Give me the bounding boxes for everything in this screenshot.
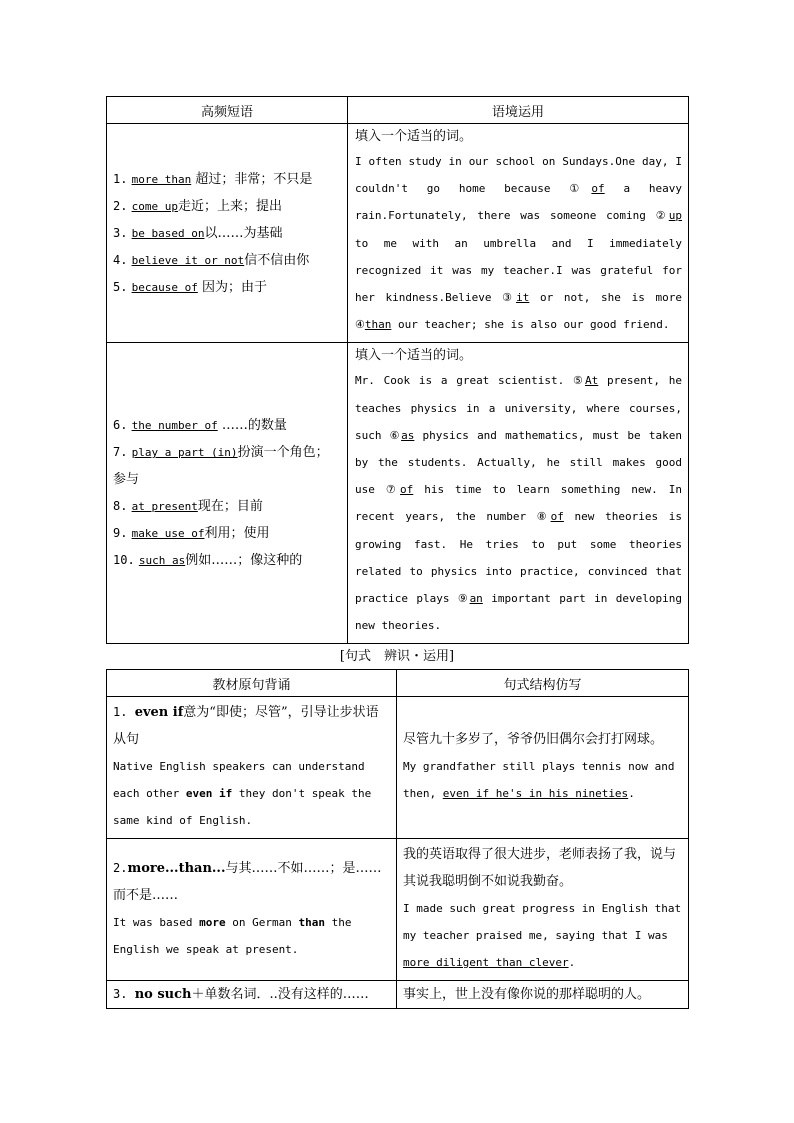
original-cell-2 <box>107 839 397 981</box>
phrases-row-2 <box>107 343 689 644</box>
phrase-item: 7. play a part (in)扮演一个角色；参与 <box>113 445 329 488</box>
imitation-cell-3 <box>397 981 689 1009</box>
phrase-item: 8. at present现在；目前 <box>113 499 263 515</box>
sentence-row-3 <box>107 981 689 1009</box>
answer-2: up <box>668 209 682 223</box>
pattern-explanation: 2.more...than...与其……不如……；是……而不是…… <box>113 860 382 903</box>
chinese-prompt: 尽管九十多岁了，爷爷仍旧偶尔会打打网球。 <box>403 732 664 747</box>
imitation-sentence: My grandfather still plays tennis now and then, even if he's in his nineties. <box>403 760 675 800</box>
original-cell-3 <box>107 981 397 1009</box>
section-title: [句式 辨识・运用] <box>339 649 455 664</box>
answer-9: an <box>469 592 483 606</box>
sentence-table <box>106 669 689 1009</box>
imitation-answer: more diligent than clever <box>403 956 569 969</box>
imitation-cell-1 <box>397 697 689 839</box>
context-cell-2 <box>348 343 689 644</box>
header-imitation: 句式结构仿写 <box>397 670 689 697</box>
phrase-list-2 <box>107 343 348 644</box>
passage-2: Mr. Cook is a great scientist. ⑤At present, he teaches physics in a university, where courses, such ⑥as physics and mathematics, must be taken by the students. Actually, he still makes good use ⑦of his time to learn something new. In recent years, the number ⑧of new theories is growing fast. He tries to put some theories related to physics into practice, convinced that practice plays ⑨an important part in developing new theories. <box>355 374 682 633</box>
chinese-prompt: 我的英语取得了很大进步，老师表扬了我，说与其说我聪明倒不如说我勤奋。 <box>403 847 677 889</box>
phrase-item: 5. because of 因为；由于 <box>113 279 267 295</box>
answer-5: At <box>585 374 599 388</box>
phrase-item: 9. make use of利用；使用 <box>113 526 270 542</box>
sentence-row-2 <box>107 839 689 981</box>
chinese-prompt: 事实上，世上没有像你说的那样聪明的人。 <box>403 987 651 1002</box>
header-context: 语境运用 <box>348 97 689 124</box>
phrase-item: 2. come up走近；上来；提出 <box>113 198 282 214</box>
original-cell-1 <box>107 697 397 839</box>
imitation-cell-2 <box>397 839 689 981</box>
phrase-list-1 <box>107 124 348 343</box>
answer-7: of <box>400 483 414 497</box>
sentence-table-header <box>107 670 689 697</box>
answer-3: it <box>516 291 530 305</box>
pattern-explanation: 3. no such＋单数名词．..没有这样的…… <box>113 987 369 1002</box>
pattern-explanation: 1. even if意为“即使；尽管”，引导让步状语从句 <box>113 705 379 747</box>
header-original-sentence: 教材原句背诵 <box>107 670 397 697</box>
imitation-answer: even if he's in his nineties <box>442 787 629 800</box>
passage-1: I often study in our school on Sundays.One day, I couldn't go home because ①of a heavy rain.Fortunately, there was someone coming ②up to me with an umbrella and I immediately recognized it was my teacher.I was grateful for her kindness.Believe ③it or not, she is more ④than our teacher; she is also our good friend. <box>355 155 682 332</box>
instruction: 填入一个适当的词。 <box>355 348 473 364</box>
phrase-item: 6. the number of ……的数量 <box>113 418 287 434</box>
original-sentence: Native English speakers can understand each other even if they don't speak the same kind of English. <box>113 760 372 827</box>
phrases-table-header <box>107 97 689 124</box>
phrases-table <box>106 96 689 644</box>
answer-1: of <box>591 182 605 196</box>
imitation-sentence: I made such great progress in English that my teacher praised me, saying that I was more diligent than clever. <box>403 902 682 969</box>
sentence-row-1 <box>107 697 689 839</box>
phrase-item: 3. be based on以……为基础 <box>113 225 283 241</box>
phrase-item: 10. such as例如……；像这种的 <box>113 553 303 569</box>
phrases-row-1 <box>107 124 689 343</box>
answer-8: of <box>550 510 564 524</box>
header-phrases: 高频短语 <box>107 97 348 124</box>
original-sentence: It was based more on German than the English we speak at present. <box>113 915 352 956</box>
instruction: 填入一个适当的词。 <box>355 129 473 144</box>
phrase-item: 4. believe it or not信不信由你 <box>113 252 310 268</box>
answer-4: than <box>364 318 392 332</box>
answer-6: as <box>401 428 415 442</box>
context-cell-1 <box>348 124 689 343</box>
phrase-item: 1. more than 超过；非常；不只是 <box>113 171 313 187</box>
